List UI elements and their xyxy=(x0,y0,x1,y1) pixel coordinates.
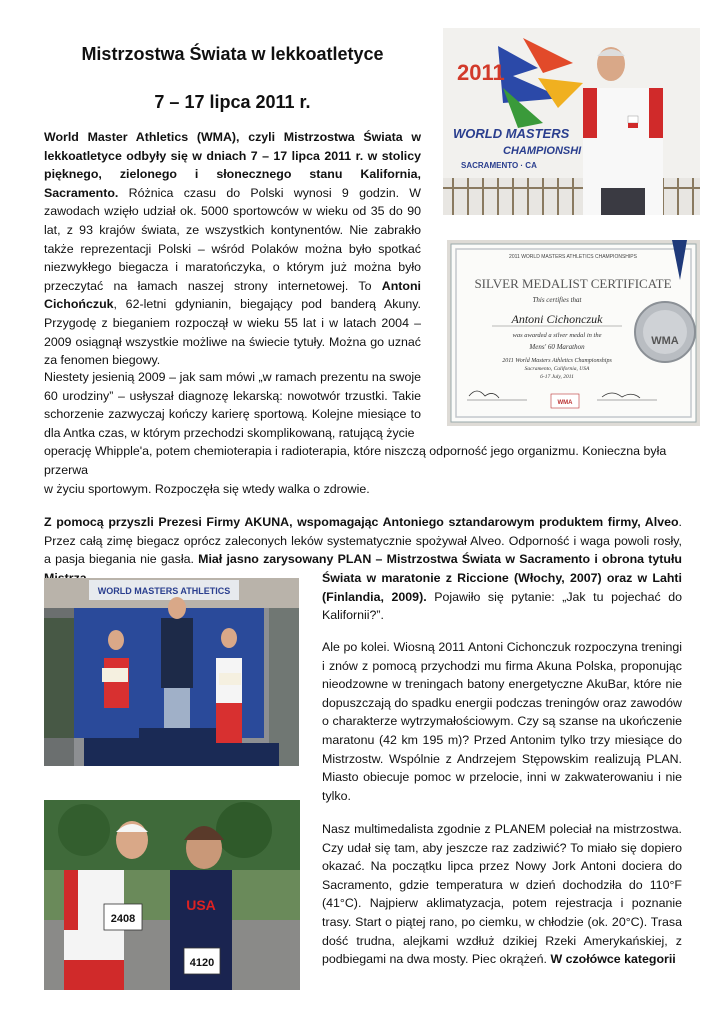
paragraph-intro xyxy=(44,128,421,370)
paragraph-illness-end: w życiu sportowym. Rozpoczęła się wtedy walka o zdrowie. xyxy=(44,482,370,496)
intro-text-2: , 62-letni gdynianin, biegający pod banderą Akuny. Przygodę z bieganiem rozpoczął w wieku 55 lat i w latach 2004 – 2009 osiągnął wszystkie możliwe na świecie tytuły. Można go uznać za fenomen biegowy. xyxy=(44,297,421,368)
svg-text:Antoni Cichonczuk: Antoni Cichonczuk xyxy=(511,312,603,326)
event-dates: 7 – 17 lipca 2011 r. xyxy=(154,92,311,112)
svg-text:2011 WORLD MASTERS ATHLETICS C: 2011 WORLD MASTERS ATHLETICS CHAMPIONSHIPS xyxy=(509,254,637,260)
svg-text:USA: USA xyxy=(186,897,216,913)
intro-bold: World Master Athletics (WMA), czyli Mistrzostwa Świata w lekkoatletyce odbyły się w dniach 7 – 17 lipca 2011 r. w stolicy pięknego, zielonego i słonecznego stanu Kalifornia, Sacramento. xyxy=(44,130,421,200)
athlete-name: Antoni Cichończuk xyxy=(44,278,421,312)
paragraph-plan xyxy=(322,569,682,625)
championship-bold: W czołówce kategorii xyxy=(550,952,676,967)
svg-text:SACRAMENTO · CA: SACRAMENTO · CA xyxy=(461,161,537,170)
svg-text:SILVER MEDALIST CERTIFICATE: SILVER MEDALIST CERTIFICATE xyxy=(474,276,672,291)
photo-athlete-banner xyxy=(443,28,700,215)
paragraph-illness: Niestety jesienią 2009 – jak sam mówi „w ramach prezentu na swoje 60 urodziny” – usłyszał diagnozę lekarską: nowotwór trzustki. Takie schorzenie zazwyczaj kończy karierę sportową. Kolejne miesiące to dla Antka czas, w którym przechodzi skomplikowaną, ratującą życie xyxy=(44,370,421,440)
svg-text:WMA: WMA xyxy=(557,400,573,406)
akuna-bold: Z pomocą przyszli Prezesi Firmy AKUNA, wspomagając Antoniego sztandarowym produktem firmy, Alveo xyxy=(44,515,679,529)
page-title: Mistrzostwa Świata w lekkoatletyce xyxy=(81,44,384,64)
plan-bold: Miał jasno zarysowany PLAN – Mistrzostwa Świata w Sacramento i obrona tytułu xyxy=(198,552,682,567)
intro-text: Różnica czasu do Polski wynosi 9 godzin. W zawodach wzięło udział ok. 5000 sportowców w wieku od 35 do 90 lat, z 93 krajów świata, ze wszystkich kontynentów. Nie zabrakło także reprezentacji Polski – wśród Polaków można było spotkać niezwykłego biegacza i maratończyka, o którym już można było przeczytać na łamach naszej strony internetowej. To xyxy=(44,185,421,293)
svg-text:WMA: WMA xyxy=(651,335,679,347)
photo-finish xyxy=(44,800,300,990)
paragraph-illness-cont: operację Whipple'a, potem chemioterapia i radioterapia, które niszczą odporność jego organizmu. Konieczna była przerwa xyxy=(44,444,667,477)
photo-certificate xyxy=(447,240,700,426)
svg-text:Sacramento, California, USA: Sacramento, California, USA xyxy=(524,366,590,372)
photo-podium xyxy=(44,578,299,766)
svg-text:WORLD MASTERS ATHLETICS: WORLD MASTERS ATHLETICS xyxy=(97,586,231,596)
svg-text:2011 World Masters Athletics C: 2011 World Masters Athletics Championships xyxy=(502,358,612,364)
paragraph-championship xyxy=(322,820,682,969)
svg-text:CHAMPIONSHI: CHAMPIONSHI xyxy=(503,145,582,157)
svg-text:was awarded a silver medal in: was awarded a silver medal in the xyxy=(512,332,602,339)
akuna-text: . Przez całą zimę biegacz oprócz zaleconych leków systematycznie spożywał Alveo. Odporność i waga powoli rosły, a pasja biegania nie gasła. xyxy=(44,515,682,567)
svg-text:This certifies that: This certifies that xyxy=(532,296,582,304)
championship-text: Nasz multimedalista zgodnie z PLANEM poleciał na mistrzostwa. Czy udał się tam, aby jeszcze raz zadziwić? To miało się dopiero okazać. Na początku lipca przez Nowy Jork Antoni dociera do Sacramento, gdzie temperatura w dzień dochodziła do 110°F (41°C). Najpierw aklimatyzacja, potem rejestracja i poznanie trasy. Start o piątej rano, po ciemku, w chłodzie (ok. 20°C). Trasa dość trudna, alejkami wzdłuż dzikiej Rzeki Amerykańskiej, z podbiegami na dwa mosty. Piec okrążeń. xyxy=(322,822,682,967)
plan-question: Pojawiło się pytanie: „Jak tu pojechać do Kalifornii?”. xyxy=(322,589,682,623)
svg-text:Mens' 60 Marathon: Mens' 60 Marathon xyxy=(529,343,585,351)
svg-text:6-17 July, 2011: 6-17 July, 2011 xyxy=(540,374,574,380)
svg-text:2011: 2011 xyxy=(457,60,505,85)
svg-text:WORLD MASTERS: WORLD MASTERS xyxy=(453,126,570,141)
paragraph-training: Ale po kolei. Wiosną 2011 Antoni Cichonczuk rozpoczyna treningi i znów z pomocą przychodzi mu firma Akuna Polska, proponując nieodzowne w treningach batony energetyczne AkuBar, które nie dopuszczają do spadku energii podczas treningów oraz zawodów o charakterze wytrzymałościowym. Czy są szanse na ukończenie maratonu (42 km 195 m)? Przed Antonim tylko trzy miesiące do Mistrzostw. Wspólnie z Andrzejem Stępowskim realizują PLAN. Miasto obiecuje pomoc w przelocie, inni w zakwaterowaniu i nie tylko. xyxy=(322,640,682,803)
plan-bold-2: Świata w maratonie z Riccione (Włochy, 2007) oraz w Lahti (Finlandia, 2009). xyxy=(322,571,682,604)
svg-text:4120: 4120 xyxy=(189,957,215,969)
svg-text:2408: 2408 xyxy=(110,913,136,925)
